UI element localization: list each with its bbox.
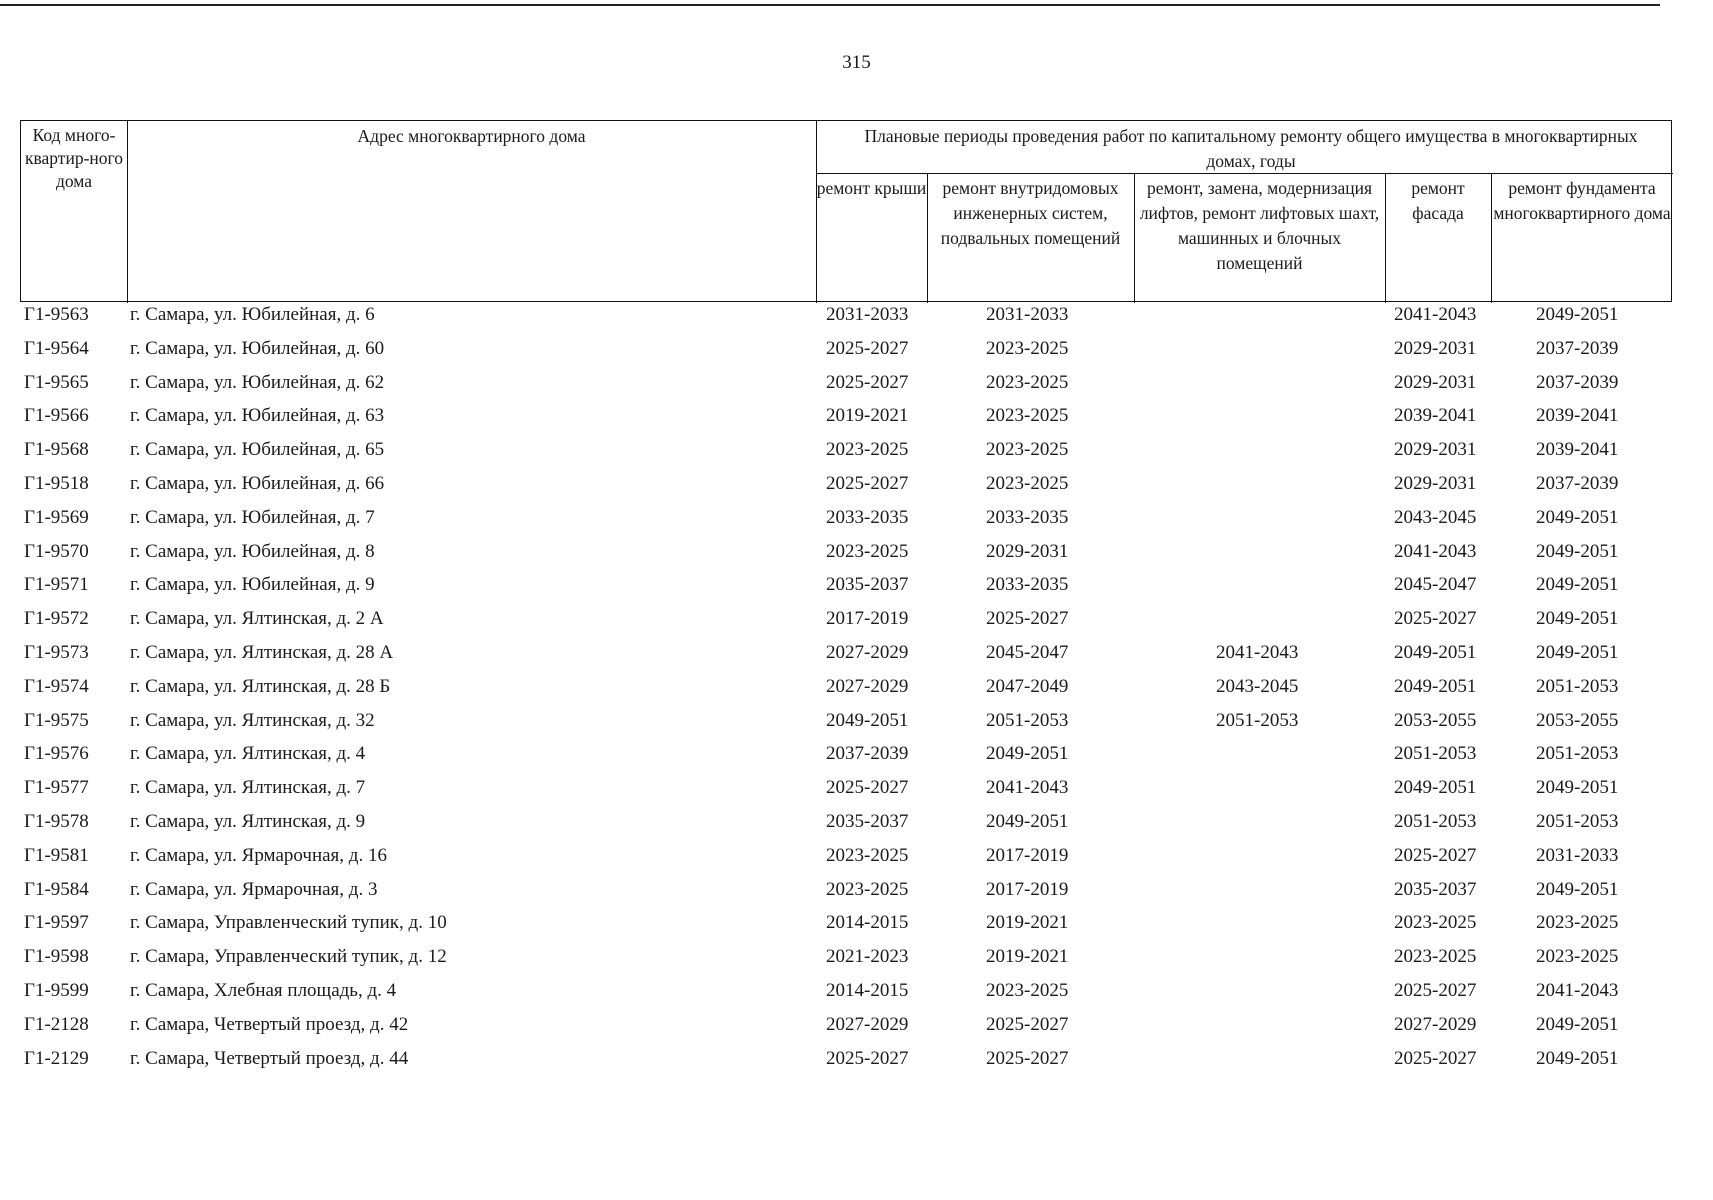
cell-facade: 2049-2051 [1394, 675, 1477, 697]
cell-facade: 2029-2031 [1394, 371, 1477, 393]
cell-facade: 2029-2031 [1394, 439, 1477, 461]
table-row [0, 674, 1713, 708]
divider [816, 121, 817, 303]
cell-facade: 2051-2053 [1394, 811, 1477, 832]
cell-engineering: 2019-2021 [986, 946, 1069, 968]
table-row [0, 302, 1713, 336]
cell-foundation: 2053-2055 [1536, 709, 1619, 731]
cell-engineering: 2051-2053 [986, 709, 1069, 731]
cell-address: г. Самара, ул. Ярмарочная, д. 3 [130, 878, 378, 900]
divider [1385, 173, 1386, 303]
cell-engineering: 2023-2025 [986, 371, 1069, 393]
cell-roof: 2023-2025 [826, 540, 909, 562]
cell-engineering: 2045-2047 [986, 642, 1069, 663]
cell-foundation: 2049-2051 [1536, 608, 1619, 630]
cell-code: Г1-9578 [24, 811, 89, 832]
table-row [0, 437, 1713, 471]
cell-engineering: 2025-2027 [986, 1013, 1069, 1035]
cell-roof: 2033-2035 [826, 506, 909, 528]
cell-roof: 2025-2027 [826, 473, 909, 494]
cell-facade: 2049-2051 [1394, 642, 1477, 663]
cell-facade: 2051-2053 [1394, 743, 1477, 765]
cell-address: г. Самара, ул. Ялтинская, д. 32 [130, 709, 375, 731]
cell-facade: 2025-2027 [1394, 844, 1477, 866]
cell-foundation: 2039-2041 [1536, 405, 1619, 427]
header-roof: ремонт крыши [816, 178, 927, 198]
cell-facade: 2035-2037 [1394, 878, 1477, 900]
cell-engineering: 2033-2035 [986, 506, 1069, 528]
cell-code: Г1-9563 [24, 304, 89, 325]
cell-roof: 2025-2027 [826, 337, 909, 359]
cell-facade: 2043-2045 [1394, 506, 1477, 528]
table-row [0, 809, 1713, 843]
cell-facade: 2029-2031 [1394, 473, 1477, 494]
cell-facade: 2053-2055 [1394, 709, 1477, 731]
cell-lifts: 2051-2053 [1216, 709, 1299, 731]
cell-address: г. Самара, ул. Юбилейная, д. 9 [130, 574, 375, 596]
cell-foundation: 2037-2039 [1536, 473, 1619, 494]
cell-roof: 2021-2023 [826, 946, 909, 968]
header-address: Адрес многоквартирного дома [357, 126, 586, 146]
cell-roof: 2035-2037 [826, 574, 909, 596]
cell-engineering: 2023-2025 [986, 337, 1069, 359]
cell-roof: 2019-2021 [826, 405, 909, 427]
table-row [0, 944, 1713, 978]
cell-code: Г1-9566 [24, 405, 89, 427]
cell-foundation: 2049-2051 [1536, 574, 1619, 596]
cell-engineering: 2019-2021 [986, 912, 1069, 934]
cell-foundation: 2049-2051 [1536, 878, 1619, 900]
divider [1134, 173, 1135, 303]
cell-facade: 2039-2041 [1394, 405, 1477, 427]
cell-roof: 2031-2033 [826, 304, 909, 325]
cell-facade: 2025-2027 [1394, 608, 1477, 630]
cell-address: г. Самара, ул. Юбилейная, д. 62 [130, 371, 385, 393]
cell-engineering: 2031-2033 [986, 304, 1069, 325]
table-row [0, 1012, 1713, 1046]
cell-foundation: 2051-2053 [1536, 675, 1619, 697]
header-facade: ремонт фасада [1411, 178, 1465, 223]
cell-address: г. Самара, ул. Ялтинская, д. 2 А [130, 608, 384, 630]
page-number: 315 [842, 52, 871, 73]
cell-foundation: 2051-2053 [1536, 743, 1619, 765]
cell-foundation: 2049-2051 [1536, 304, 1619, 325]
cell-roof: 2037-2039 [826, 743, 909, 765]
cell-code: Г1-9518 [24, 473, 89, 494]
cell-facade: 2041-2043 [1394, 540, 1477, 562]
cell-facade: 2025-2027 [1394, 1047, 1477, 1069]
cell-foundation: 2041-2043 [1536, 980, 1619, 1001]
cell-facade: 2023-2025 [1394, 912, 1477, 934]
cell-roof: 2027-2029 [826, 675, 909, 697]
cell-address: г. Самара, ул. Ялтинская, д. 9 [130, 811, 366, 832]
cell-address: г. Самара, ул. Юбилейная, д. 66 [130, 473, 385, 494]
cell-roof: 2014-2015 [826, 912, 909, 934]
cell-engineering: 2023-2025 [986, 405, 1069, 427]
cell-code: Г1-9568 [24, 439, 89, 461]
table-row [0, 336, 1713, 370]
cell-code: Г1-2129 [24, 1047, 89, 1069]
cell-address: г. Самара, ул. Юбилейная, д. 6 [130, 304, 375, 325]
cell-address: г. Самара, ул. Ялтинская, д. 28 Б [130, 675, 391, 697]
cell-engineering: 2025-2027 [986, 608, 1069, 630]
cell-address: г. Самара, ул. Ярмарочная, д. 16 [130, 844, 387, 866]
cell-roof: 2023-2025 [826, 439, 909, 461]
cell-address: г. Самара, ул. Юбилейная, д. 65 [130, 439, 385, 461]
table-row [0, 1046, 1713, 1080]
cell-roof: 2017-2019 [826, 608, 909, 630]
cell-facade: 2041-2043 [1394, 304, 1477, 325]
cell-code: Г1-9597 [24, 912, 89, 934]
table-row [0, 978, 1713, 1012]
cell-address: г. Самара, Четвертый проезд, д. 44 [130, 1047, 409, 1069]
cell-roof: 2023-2025 [826, 878, 909, 900]
cell-roof: 2025-2027 [826, 1047, 909, 1069]
cell-foundation: 2039-2041 [1536, 439, 1619, 461]
table-row [0, 910, 1713, 944]
table-row [0, 471, 1713, 505]
cell-roof: 2023-2025 [826, 844, 909, 866]
cell-foundation: 2049-2051 [1536, 540, 1619, 562]
cell-address: г. Самара, ул. Юбилейная, д. 63 [130, 405, 385, 427]
cell-engineering: 2023-2025 [986, 439, 1069, 461]
cell-facade: 2045-2047 [1394, 574, 1477, 596]
table-row [0, 775, 1713, 809]
cell-code: Г1-9581 [24, 844, 89, 866]
cell-foundation: 2049-2051 [1536, 642, 1619, 663]
cell-foundation: 2031-2033 [1536, 844, 1619, 866]
cell-engineering: 2023-2025 [986, 473, 1069, 494]
cell-address: г. Самара, Четвертый проезд, д. 42 [130, 1013, 409, 1035]
cell-foundation: 2037-2039 [1536, 337, 1619, 359]
cell-engineering: 2017-2019 [986, 878, 1069, 900]
cell-roof: 2049-2051 [826, 709, 909, 731]
cell-code: Г1-9576 [24, 743, 89, 765]
cell-code: Г1-9573 [24, 642, 89, 663]
cell-engineering: 2017-2019 [986, 844, 1069, 866]
cell-roof: 2027-2029 [826, 642, 909, 663]
cell-roof: 2014-2015 [826, 980, 909, 1001]
cell-roof: 2027-2029 [826, 1013, 909, 1035]
header-code: Код много-квартир-ного дома [24, 125, 124, 191]
cell-address: г. Самара, ул. Ялтинская, д. 7 [130, 777, 366, 799]
top-rule [0, 4, 1660, 6]
cell-foundation: 2049-2051 [1536, 506, 1619, 528]
cell-code: Г1-9574 [24, 675, 89, 697]
table-header [20, 120, 1672, 302]
table-row [0, 741, 1713, 775]
cell-foundation: 2023-2025 [1536, 912, 1619, 934]
header-engineering: ремонт внутридомовых инженерных систем, подвальных помещений [940, 178, 1121, 248]
cell-engineering: 2041-2043 [986, 777, 1069, 799]
cell-facade: 2029-2031 [1394, 337, 1477, 359]
cell-engineering: 2025-2027 [986, 1047, 1069, 1069]
cell-facade: 2023-2025 [1394, 946, 1477, 968]
cell-lifts: 2043-2045 [1216, 675, 1299, 697]
cell-foundation: 2049-2051 [1536, 1013, 1619, 1035]
cell-roof: 2035-2037 [826, 811, 909, 832]
cell-foundation: 2049-2051 [1536, 777, 1619, 799]
table-row [0, 505, 1713, 539]
cell-facade: 2027-2029 [1394, 1013, 1477, 1035]
table-row [0, 572, 1713, 606]
table-row [0, 877, 1713, 911]
cell-foundation: 2049-2051 [1536, 1047, 1619, 1069]
header-lifts: ремонт, замена, модернизация лифтов, ремонт лифтовых шахт, машинных и блочных помещений [1139, 178, 1380, 273]
cell-address: г. Самара, Управленческий тупик, д. 12 [130, 946, 447, 968]
table-row [0, 606, 1713, 640]
cell-code: Г1-9564 [24, 337, 89, 359]
cell-code: Г1-9575 [24, 709, 89, 731]
cell-address: г. Самара, Хлебная площадь, д. 4 [130, 980, 397, 1001]
table-row [0, 539, 1713, 573]
cell-engineering: 2033-2035 [986, 574, 1069, 596]
cell-roof: 2025-2027 [826, 777, 909, 799]
header-foundation: ремонт фундамента многоквартирного дома [1493, 178, 1671, 223]
cell-lifts: 2041-2043 [1216, 642, 1299, 663]
cell-code: Г1-9569 [24, 506, 89, 528]
cell-foundation: 2051-2053 [1536, 811, 1619, 832]
table-row [0, 708, 1713, 742]
cell-address: г. Самара, ул. Юбилейная, д. 8 [130, 540, 375, 562]
table-row [0, 403, 1713, 437]
cell-address: г. Самара, ул. Юбилейная, д. 60 [130, 337, 385, 359]
cell-code: Г1-9572 [24, 608, 89, 630]
cell-code: Г1-9598 [24, 946, 89, 968]
cell-code: Г1-9584 [24, 878, 89, 900]
cell-code: Г1-9599 [24, 980, 89, 1001]
cell-code: Г1-9570 [24, 540, 89, 562]
cell-address: г. Самара, ул. Юбилейная, д. 7 [130, 506, 375, 528]
table-row [0, 843, 1713, 877]
cell-foundation: 2023-2025 [1536, 946, 1619, 968]
cell-roof: 2025-2027 [826, 371, 909, 393]
cell-facade: 2025-2027 [1394, 980, 1477, 1001]
cell-code: Г1-9571 [24, 574, 89, 596]
cell-address: г. Самара, Управленческий тупик, д. 10 [130, 912, 447, 934]
cell-code: Г1-9565 [24, 371, 89, 393]
cell-foundation: 2037-2039 [1536, 371, 1619, 393]
table-row [0, 370, 1713, 404]
cell-engineering: 2029-2031 [986, 540, 1069, 562]
cell-engineering: 2047-2049 [986, 675, 1069, 697]
cell-code: Г1-9577 [24, 777, 89, 799]
cell-engineering: 2049-2051 [986, 743, 1069, 765]
cell-facade: 2049-2051 [1394, 777, 1477, 799]
cell-address: г. Самара, ул. Ялтинская, д. 4 [130, 743, 366, 765]
cell-address: г. Самара, ул. Ялтинская, д. 28 А [130, 642, 394, 663]
cell-engineering: 2049-2051 [986, 811, 1069, 832]
header-periods: Плановые периоды проведения работ по капитальному ремонту общего имущества в многоквартирных домах, годы [864, 126, 1638, 171]
divider [927, 173, 928, 303]
table-row [0, 640, 1713, 674]
cell-code: Г1-2128 [24, 1013, 89, 1035]
cell-engineering: 2023-2025 [986, 980, 1069, 1001]
